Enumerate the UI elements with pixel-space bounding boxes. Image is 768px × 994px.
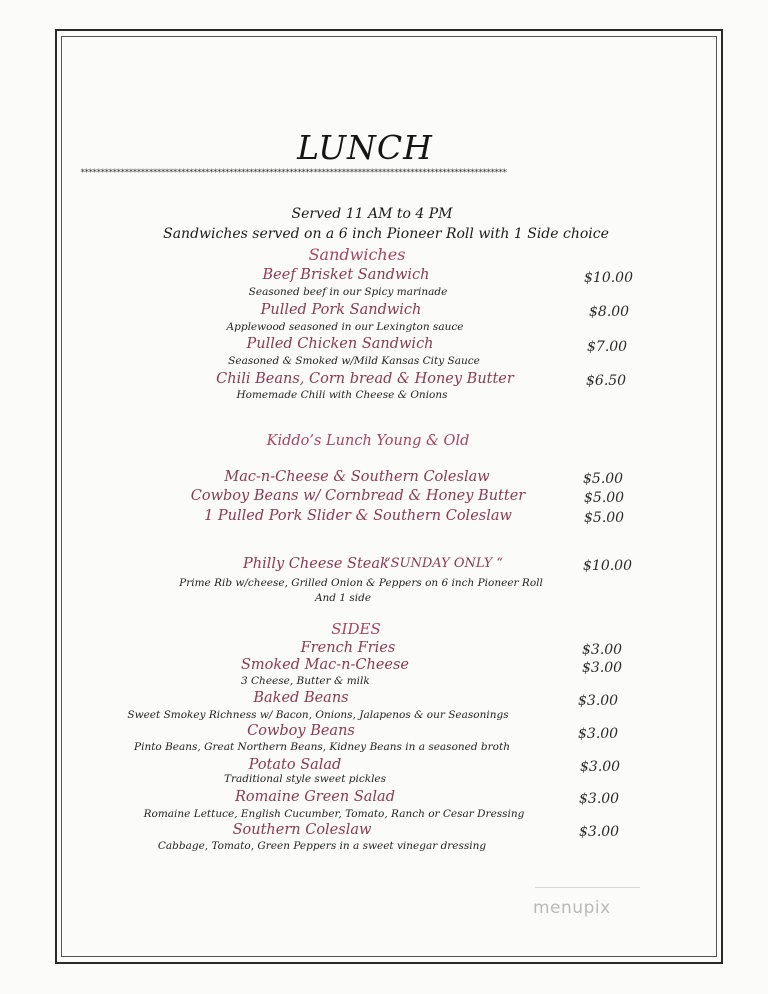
menu-item-price: $3.00 xyxy=(582,642,623,658)
served-hours: Served 11 AM to 4 PM xyxy=(291,206,453,222)
menu-item-name: Chili Beans, Corn bread & Honey Butter xyxy=(216,371,514,387)
menu-item-name: Southern Coleslaw xyxy=(232,822,372,838)
menu-item-name: Potato Salad xyxy=(248,757,342,773)
menu-item-desc: Seasoned & Smoked w/Mild Kansas City Sauce xyxy=(228,355,480,367)
sandwich-note: Sandwiches served on a 6 inch Pioneer Roll with 1 Side choice xyxy=(163,226,609,242)
menu-item-name: Cowboy Beans w/ Cornbread & Honey Butter xyxy=(190,488,526,504)
menu-item-name: Pulled Pork Sandwich xyxy=(260,302,422,318)
watermark-logo: menupix xyxy=(533,898,611,918)
section-heading-sides: SIDES xyxy=(331,620,381,638)
menu-item-price: $10.00 xyxy=(584,270,633,286)
menu-item-desc: Cabbage, Tomato, Green Peppers in a sweet vinegar dressing xyxy=(157,840,487,852)
menu-item-price: $5.00 xyxy=(584,490,625,506)
menu-item-price: $5.00 xyxy=(584,510,625,526)
page-title: LUNCH xyxy=(297,128,433,167)
menu-item-name: Cowboy Beans xyxy=(247,723,355,739)
menu-item-name: 1 Pulled Pork Slider & Southern Coleslaw xyxy=(204,508,512,524)
menu-item-desc: Applewood seasoned in our Lexington sauce xyxy=(226,321,464,333)
menu-item-price: $8.00 xyxy=(589,304,630,320)
menu-item-price: $6.50 xyxy=(586,373,627,389)
menu-item-desc: Prime Rib w/cheese, Grilled Onion & Peppers on 6 inch Pioneer Roll xyxy=(179,577,543,589)
menu-item-name: Mac-n-Cheese & Southern Coleslaw xyxy=(224,469,490,485)
menu-item-desc: Seasoned beef in our Spicy marinade xyxy=(248,286,448,298)
menu-item-price: $3.00 xyxy=(579,824,620,840)
menu-item-desc: 3 Cheese, Butter & milk xyxy=(241,675,370,687)
menu-item-price: $3.00 xyxy=(578,726,619,742)
menu-item-name: Pulled Chicken Sandwich xyxy=(246,336,434,352)
menu-item-name: Philly Cheese Steak xyxy=(243,556,389,572)
menu-item-name: Beef Brisket Sandwich xyxy=(262,267,430,283)
menu-item-price: $3.00 xyxy=(579,791,620,807)
menu-item-price: $5.00 xyxy=(583,471,624,487)
menu-item-name: Smoked Mac-n-Cheese xyxy=(240,657,410,673)
watermark-line xyxy=(535,887,640,888)
menu-item-price: $3.00 xyxy=(578,693,619,709)
menu-item-desc: Traditional style sweet pickles xyxy=(223,773,387,785)
menu-item-price: $3.00 xyxy=(582,660,623,676)
menu-item-name: Baked Beans xyxy=(253,690,349,706)
menu-item-desc: Pinto Beans, Great Northern Beans, Kidney Beans in a seasoned broth xyxy=(134,741,510,753)
menu-item-desc: And 1 side xyxy=(314,592,372,604)
menu-item-name: French Fries xyxy=(300,640,396,656)
menu-item-desc: Homemade Chili with Cheese & Onions xyxy=(236,389,448,401)
menu-item-name: Romaine Green Salad xyxy=(235,789,395,805)
section-heading-kiddos: Kiddo’s Lunch Young & Old xyxy=(266,433,470,449)
menu-item-price: $3.00 xyxy=(580,759,621,775)
sunday-only-tag: “SUNDAY ONLY “ xyxy=(384,556,504,571)
section-heading-sandwiches: Sandwiches xyxy=(308,245,406,264)
star-divider: ********************************************************************************************************** xyxy=(80,168,506,178)
menu-item-price: $10.00 xyxy=(583,558,632,574)
menu-item-price: $7.00 xyxy=(587,339,628,355)
menu-item-desc: Sweet Smokey Richness w/ Bacon, Onions, Jalapenos & our Seasonings xyxy=(127,709,509,721)
menu-item-desc: Romaine Lettuce, English Cucumber, Tomato, Ranch or Cesar Dressing xyxy=(143,808,525,820)
